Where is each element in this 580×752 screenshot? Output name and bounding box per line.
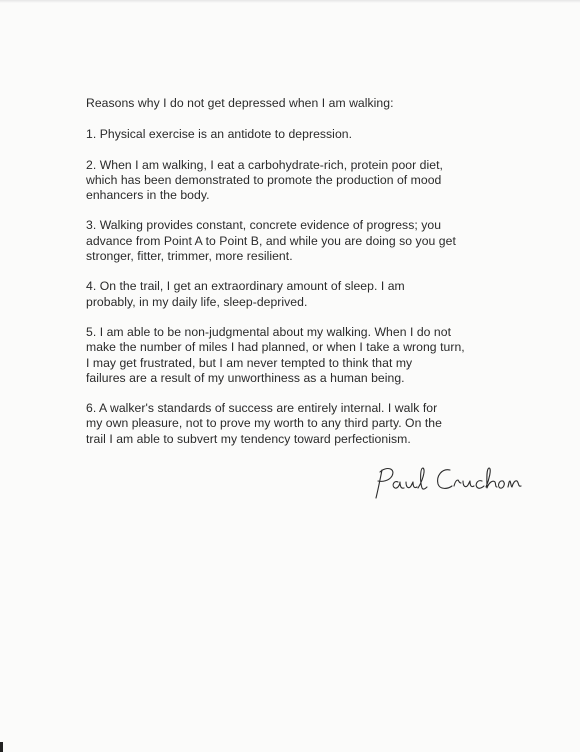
list-item-line: my own pleasure, not to prove my worth to any third party. On the [86, 416, 442, 431]
list-item-4 [86, 279, 506, 310]
scan-edge-shadow [0, 0, 580, 3]
signature-strokes [376, 468, 521, 498]
list-item-1 [86, 127, 506, 142]
list-item-line: stronger, fitter, trimmer, more resilient. [86, 249, 293, 264]
list-item-line: 2. When I am walking, I eat a carbohydrate-rich, protein poor diet, [86, 157, 443, 172]
list-item-line: 1. Physical exercise is an antidote to depression. [86, 127, 353, 142]
handwritten-signature [368, 462, 528, 502]
list-item-line: probably, in my daily life, sleep-deprived. [86, 294, 308, 309]
list-item-line: make the number of miles I had planned, or when I take a wrong turn, [86, 340, 465, 355]
list-item-6 [86, 401, 506, 447]
list-item-line: advance from Point A to Point B, and while you are doing so you get [86, 233, 456, 248]
list-item-line: 3. Walking provides constant, concrete evidence of progress; you [86, 218, 442, 233]
list-item-line: 5. I am able to be non-judgmental about my walking. When I do not [86, 324, 452, 339]
list-item-line: trail I am able to subvert my tendency toward perfectionism. [86, 431, 411, 446]
list-item-line: 4. On the trail, I get an extraordinary amount of sleep. I am [86, 279, 405, 294]
list-item-3 [86, 218, 506, 264]
list-item-line: 6. A walker's standards of success are entirely internal. I walk for [86, 401, 438, 416]
letter-body [86, 96, 506, 462]
list-item-line: failures are a result of my unworthiness as a human being. [86, 370, 405, 385]
letter-heading: Reasons why I do not get depressed when I am walking: [86, 96, 394, 110]
scan-edge-mark [0, 742, 3, 752]
list-item-line: enhancers in the body. [86, 188, 210, 203]
list-item-2 [86, 158, 506, 204]
list-item-line: which has been demonstrated to promote the production of mood [86, 172, 442, 187]
list-item-5 [86, 325, 506, 386]
list-item-line: I may get frustrated, but I am never tempted to think that my [86, 355, 413, 370]
